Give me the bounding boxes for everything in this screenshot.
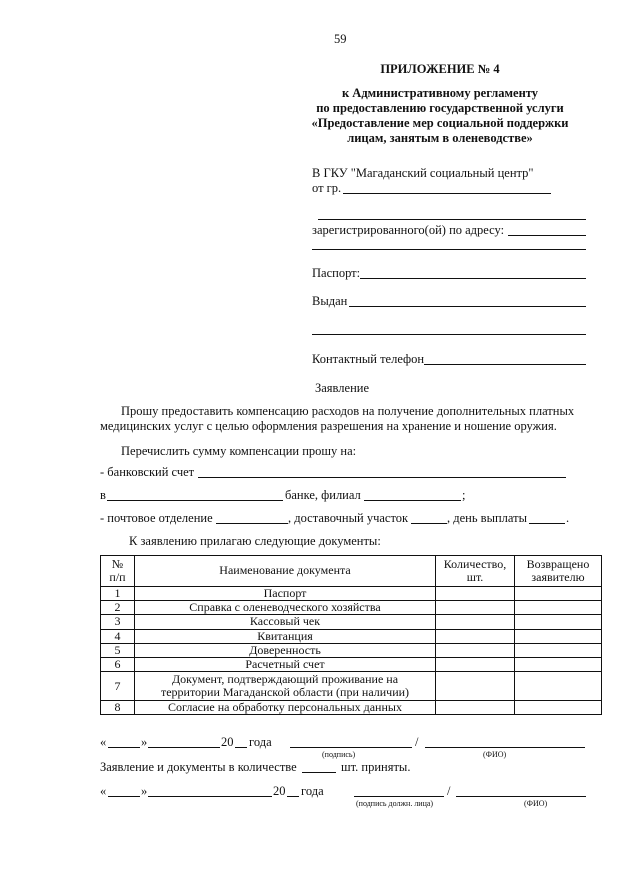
year2-prefix: 20 <box>273 784 286 798</box>
table-row <box>101 657 602 671</box>
phone-label: Контактный телефон <box>312 352 425 366</box>
row-num: 2 <box>101 601 135 615</box>
date2-month-field[interactable] <box>148 796 272 797</box>
table-row <box>101 643 602 657</box>
row-doc-name: Квитанция <box>135 629 436 643</box>
date-day-field[interactable] <box>108 747 140 748</box>
page-number: 59 <box>334 32 347 46</box>
date-year-field[interactable] <box>235 747 247 748</box>
bank-name-field-line[interactable] <box>107 500 283 501</box>
from-field-line[interactable] <box>343 193 551 194</box>
table-row <box>101 629 602 643</box>
statement-heading: Заявление <box>315 381 370 395</box>
semicolon: ; <box>462 488 466 502</box>
row-quantity-cell[interactable] <box>436 701 515 715</box>
registered-label: зарегистрированного(ой) по адресу: <box>312 223 505 237</box>
statement-para-1: Прошу предоставить компенсацию расходов на получение дополнительных платных <box>121 404 575 418</box>
signature-caption: (подпись) <box>322 750 356 759</box>
year-suffix: года <box>249 735 272 749</box>
accepted-count-field[interactable] <box>302 772 336 773</box>
date2-quote-close: » <box>141 784 148 798</box>
year-prefix: 20 <box>221 735 234 749</box>
row-num: 3 <box>101 615 135 629</box>
row-returned-cell[interactable] <box>515 629 602 643</box>
year2-suffix: года <box>301 784 324 798</box>
row-doc-name: Справка с оленеводческого хозяйства <box>135 601 436 615</box>
table-row <box>101 672 602 701</box>
table-row <box>101 601 602 615</box>
row-returned-cell[interactable] <box>515 672 602 701</box>
row-num: 4 <box>101 629 135 643</box>
date-month-field[interactable] <box>148 747 220 748</box>
fio-caption: (ФИО) <box>483 750 507 759</box>
row-returned-cell[interactable] <box>515 587 602 601</box>
row-quantity-cell[interactable] <box>436 643 515 657</box>
documents-table <box>100 555 602 715</box>
row-doc-name: Паспорт <box>135 587 436 601</box>
accepted-prefix: Заявление и документы в количестве <box>100 760 297 774</box>
transfer-label: Перечислить сумму компенсации прошу на: <box>121 444 357 458</box>
row-quantity-cell[interactable] <box>436 629 515 643</box>
from-label: от гр. <box>312 181 342 195</box>
header-name: Наименование документа <box>135 556 436 587</box>
row-num: 7 <box>101 672 135 701</box>
passport-field-line[interactable] <box>360 278 586 279</box>
fio2-field[interactable] <box>456 796 586 797</box>
signature2-slash: / <box>447 784 451 798</box>
passport-label: Паспорт: <box>312 266 361 280</box>
appendix-line-2: по предоставлению государственной услуги <box>316 101 564 115</box>
row-doc-name: Документ, подтверждающий проживание на территории Магаданской области (при наличии) <box>135 672 436 701</box>
statement-para-2: медицинских услуг с целью оформления разрешения на хранение и ношение оружия. <box>100 419 557 433</box>
row-quantity-cell[interactable] <box>436 615 515 629</box>
fio-caption-2: (ФИО) <box>524 799 548 808</box>
official-signature-field[interactable] <box>354 796 444 797</box>
accepted-suffix: шт. приняты. <box>341 760 411 774</box>
table-row <box>101 701 602 715</box>
date-quote-close: » <box>141 735 148 749</box>
table-row <box>101 615 602 629</box>
phone-field-line[interactable] <box>424 364 586 365</box>
bank-account-label: - банковский счет <box>100 465 195 479</box>
row-doc-name: Доверенность <box>135 643 436 657</box>
issued-label: Выдан <box>312 294 348 308</box>
row-num: 5 <box>101 643 135 657</box>
post-office-field-line[interactable] <box>216 523 288 524</box>
period: . <box>566 511 570 525</box>
delivery-area-field-line[interactable] <box>411 523 447 524</box>
row-doc-name: Расчетный счет <box>135 657 436 671</box>
row-num: 8 <box>101 701 135 715</box>
address-field-line[interactable] <box>508 235 586 236</box>
date2-quote-open: « <box>100 784 107 798</box>
date2-day-field[interactable] <box>108 796 140 797</box>
official-signature-caption: (подпись должн. лица) <box>356 799 434 808</box>
signature-field[interactable] <box>290 747 412 748</box>
header-returned: Возвращено заявителю <box>515 556 602 587</box>
row-returned-cell[interactable] <box>515 643 602 657</box>
branch-field-line[interactable] <box>364 500 461 501</box>
issued-field-line-2[interactable] <box>312 334 586 335</box>
row-quantity-cell[interactable] <box>436 601 515 615</box>
header-quantity: Количество, шт. <box>436 556 515 587</box>
header-num: № п/п <box>101 556 135 587</box>
appendix-title: ПРИЛОЖЕНИЕ № 4 <box>380 62 500 76</box>
date-quote-open: « <box>100 735 107 749</box>
from-field-line-2[interactable] <box>318 219 586 220</box>
row-num: 1 <box>101 587 135 601</box>
address-field-line-2[interactable] <box>312 249 586 250</box>
row-doc-name: Согласие на обработку персональных данных <box>135 701 436 715</box>
appendix-line-1: к Административному регламенту <box>341 86 538 100</box>
appendix-line-4: лицам, занятым в оленеводстве» <box>347 131 533 145</box>
row-returned-cell[interactable] <box>515 657 602 671</box>
row-returned-cell[interactable] <box>515 701 602 715</box>
in-label: в <box>100 488 106 502</box>
row-quantity-cell[interactable] <box>436 657 515 671</box>
bank-account-field-line[interactable] <box>198 477 566 478</box>
row-returned-cell[interactable] <box>515 601 602 615</box>
attach-label: К заявлению прилагаю следующие документы: <box>129 534 381 548</box>
bank-branch-label: банке, филиал <box>285 488 361 502</box>
post-office-label: - почтовое отделение <box>100 511 213 525</box>
row-quantity-cell[interactable] <box>436 672 515 701</box>
issued-field-line[interactable] <box>349 306 586 307</box>
signature-slash: / <box>415 735 419 749</box>
addressee: В ГКУ "Магаданский социальный центр" <box>312 166 534 180</box>
row-num: 6 <box>101 657 135 671</box>
payment-day-label: , день выплаты <box>447 511 527 525</box>
appendix-line-3: «Предоставление мер социальной поддержки <box>311 116 569 130</box>
table-header-row <box>101 556 602 587</box>
date2-year-field[interactable] <box>287 796 299 797</box>
fio-field[interactable] <box>425 747 585 748</box>
delivery-area-label: , доставочный участок <box>288 511 409 525</box>
row-doc-name: Кассовый чек <box>135 615 436 629</box>
row-quantity-cell[interactable] <box>436 587 515 601</box>
payment-day-field-line[interactable] <box>529 523 565 524</box>
table-row <box>101 587 602 601</box>
row-returned-cell[interactable] <box>515 615 602 629</box>
